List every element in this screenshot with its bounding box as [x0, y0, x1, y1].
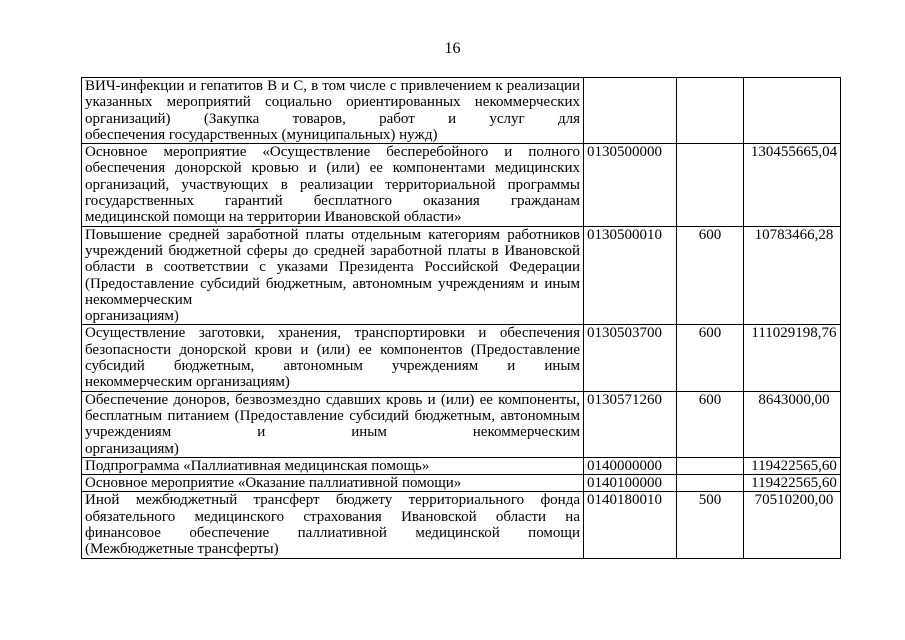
row-title-line: бюджетным, автономным учреждениям и иным некоммерческим — [85, 275, 580, 308]
target-article-code: 0140000000 — [584, 457, 677, 474]
row-title — [82, 457, 584, 474]
row-title-line: субсидий бюджетным, автономным учреждениям и иным — [85, 358, 580, 375]
row-title-line: Основное мероприятие «Оказание паллиативной помощи» — [85, 475, 462, 492]
row-title-line: Президента Российской Федерации (Предоставление субсидий — [85, 259, 580, 292]
row-title — [82, 492, 584, 558]
expense-type-code — [677, 475, 744, 492]
row-title-line: обязательного медицинского страхования Ивановской области на — [85, 508, 580, 525]
expense-type-code: 600 — [677, 391, 744, 457]
amount-cell — [744, 457, 841, 474]
target-article-code — [584, 78, 677, 144]
amount-value: 119422565,60 — [751, 457, 837, 474]
row-title-line: организаций, участвующих в реализации территориальной программы — [85, 176, 580, 193]
row-title-line: платы в Ивановской области в соответствии с указами — [85, 242, 580, 276]
table-row — [82, 391, 841, 457]
page-number: 16 — [444, 40, 461, 57]
row-title-line: к реализации указанных мероприятий социально ориентированных — [85, 78, 581, 111]
amount-cell — [744, 78, 841, 144]
target-article-code: 0140100000 — [584, 475, 677, 492]
amount-cell — [744, 226, 841, 325]
row-title-line: Обеспечение доноров, безвозмездно сдавших кровь и (или) ее — [85, 391, 493, 408]
row-title-line: компоненты, бесплатным питанием (Предоставление субсидий — [85, 391, 580, 424]
amount-value: 111029198,76 — [751, 325, 837, 342]
table-row — [82, 457, 841, 474]
row-title-line: работников учреждений бюджетной сферы до средней заработной — [85, 226, 580, 259]
row-title-line: медицинской помощи на территории Ивановской области» — [85, 209, 462, 226]
row-title — [82, 144, 584, 226]
row-title-line: (Межбюджетные трансферты) — [85, 541, 279, 558]
table-row — [82, 226, 841, 325]
amount-value: 70510200,00 — [754, 492, 834, 509]
amount-cell — [744, 492, 841, 558]
row-title-line: обеспечения государственных (муниципальных) нужд) — [85, 126, 438, 143]
row-title-line: государственных гарантий бесплатного оказания гражданам — [85, 193, 580, 210]
row-title-line: Иной межбюджетный трансферт бюджету территориального фонда — [85, 492, 580, 509]
target-article-code: 0130500010 — [584, 226, 677, 325]
row-title-line: организациям) — [85, 440, 179, 457]
table-row — [82, 78, 841, 144]
expense-type-code — [677, 457, 744, 474]
target-article-code: 0140180010 — [584, 492, 677, 558]
row-title-line: Подпрограмма «Паллиативная медицинская помощь» — [85, 457, 430, 474]
row-title-line: безопасности донорской крови и (или) ее компонентов (Предоставление — [85, 341, 580, 358]
amount-value: 119422565,60 — [751, 475, 837, 492]
row-title-line: финансовое обеспечение паллиативной медицинской помощи — [85, 525, 580, 542]
row-title — [82, 475, 584, 492]
budget-table — [81, 77, 841, 559]
amount-value: 10783466,28 — [754, 226, 834, 243]
row-title-line: бюджетным, автономным учреждениям и иным некоммерческим — [85, 407, 580, 441]
expense-type-code: 600 — [677, 226, 744, 325]
row-title-line: организациям) — [85, 308, 179, 325]
row-title-line: Основное мероприятие «Осуществление бесперебойного и полного — [85, 144, 580, 161]
expense-type-code: 600 — [677, 325, 744, 391]
budget-table-body — [82, 78, 841, 559]
amount-cell — [744, 391, 841, 457]
expense-type-code — [677, 78, 744, 144]
table-row — [82, 144, 841, 226]
row-title — [82, 325, 584, 391]
row-title — [82, 226, 584, 325]
target-article-code: 0130571260 — [584, 391, 677, 457]
row-title-line: Повышение средней заработной платы отдельным категориям — [85, 226, 501, 243]
table-row — [82, 492, 841, 558]
row-title-line: некоммерческих организаций) (Закупка товаров, работ и услуг для — [85, 94, 581, 127]
amount-cell — [744, 475, 841, 492]
expense-type-code — [677, 144, 744, 226]
amount-cell — [744, 144, 841, 226]
expense-type-code: 500 — [677, 492, 744, 558]
row-title-line: ВИЧ-инфекции и гепатитов В и С, в том числе с привлечением — [85, 78, 492, 94]
table-row — [82, 475, 841, 492]
table-row — [82, 325, 841, 391]
row-title-line: обеспечения донорской кровью и (или) ее компонентами медицинских — [85, 160, 580, 177]
amount-cell — [744, 325, 841, 391]
target-article-code: 0130503700 — [584, 325, 677, 391]
row-title — [82, 78, 584, 144]
target-article-code: 0130500000 — [584, 144, 677, 226]
amount-value: 130455665,04 — [750, 144, 838, 161]
row-title-line: некоммерческим организациям) — [85, 374, 290, 391]
row-title-line: Осуществление заготовки, хранения, транспортировки и обеспечения — [85, 325, 580, 342]
row-title — [82, 391, 584, 457]
amount-value: 8643000,00 — [758, 391, 830, 408]
